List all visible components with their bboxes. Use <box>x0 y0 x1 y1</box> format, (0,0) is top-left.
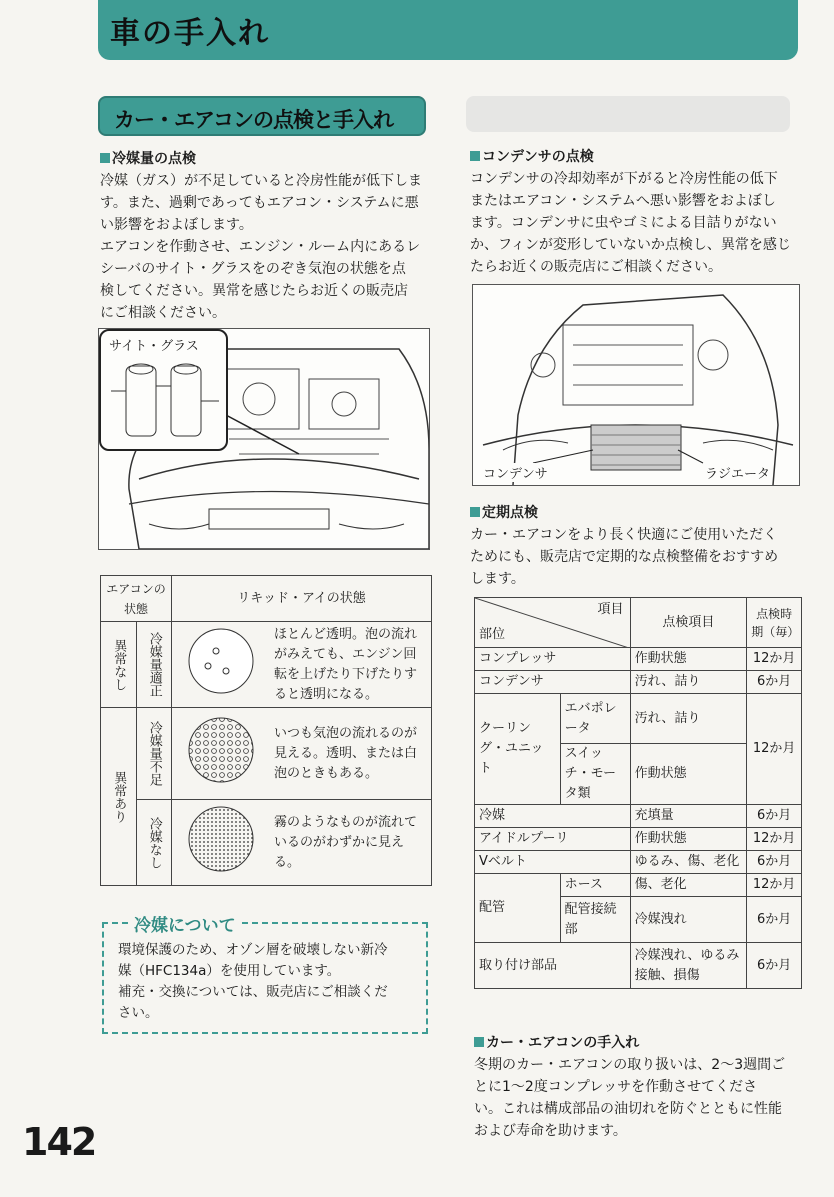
note-line: 補充・交換については、販売店にご相談くだ <box>118 984 388 1000</box>
text-line: および寿命を助けます。 <box>474 1123 627 1139</box>
text-line: とに1～2度コンプレッサを作動させてくださ <box>474 1079 758 1095</box>
text-line: い。これは構成部品の油切れを防ぐとともに性能 <box>474 1101 782 1117</box>
text-line: す。また、過剰であってもエアコン・システムに悪 <box>100 195 419 211</box>
table-row <box>475 874 802 897</box>
cell-check: 作動状態 <box>630 648 747 671</box>
sight-glass-label: サイト・グラス <box>107 335 201 354</box>
table-row <box>475 648 802 671</box>
text-line: 冷媒（ガス）が不足していると冷房性能が低下しま <box>100 173 422 189</box>
radiator-label: ラジエータ <box>703 463 772 482</box>
diagonal-header-cell <box>475 598 631 648</box>
cell-part: 冷媒 <box>475 805 631 828</box>
text-line: します。 <box>470 571 525 587</box>
section-banner <box>98 96 426 136</box>
note-text <box>118 940 418 1024</box>
bleed-through-banner <box>466 96 790 132</box>
cell-period: 12か月 <box>747 874 802 897</box>
table-row <box>475 851 802 874</box>
condenser-drawing <box>473 285 799 485</box>
refrigerant-check-heading: 冷媒量の点検 <box>100 148 430 170</box>
cell-period: 6か月 <box>747 897 802 943</box>
condenser-check-heading: コンデンサの点検 <box>470 146 800 168</box>
note-line: 媒（HFC134a）を使用しています。 <box>118 963 341 979</box>
state-proper: 冷媒量適正 <box>146 632 162 697</box>
condenser-label: コンデンサ <box>481 463 550 482</box>
table-row <box>101 800 432 886</box>
cell-subpart: 配管接続部 <box>560 897 630 943</box>
condenser-check-block <box>470 146 800 278</box>
table-row <box>475 694 802 744</box>
sight-glass-inset <box>99 329 228 451</box>
text-line: ます。コンデンサに虫やゴミによる目詰りがない <box>470 215 777 231</box>
text-line: エアコンを作動させ、エンジン・ルーム内にあるレ <box>100 239 421 255</box>
text-line: い影響をおよぼします。 <box>100 217 253 233</box>
liquid-eye-table <box>100 575 432 886</box>
col-aircon-state: エアコンの状態 <box>101 576 172 622</box>
desc-empty: 霧のようなものが流れているのがわずかに見える。 <box>270 800 432 886</box>
table-header-row <box>101 576 432 622</box>
cell-part: Vベルト <box>475 851 631 874</box>
page-number: 142 <box>22 1120 96 1164</box>
cell-check: 作動状態 <box>630 744 747 805</box>
table-header-row <box>475 598 802 648</box>
cell-check: 汚れ、詰り <box>630 694 747 744</box>
header-check: 点検項目 <box>630 598 747 648</box>
care-block <box>474 1032 804 1142</box>
text-line: にご相談ください。 <box>100 305 226 321</box>
table-row <box>475 805 802 828</box>
eye-bubbles-icon <box>186 715 256 785</box>
table-row <box>101 708 432 800</box>
table-row <box>475 828 802 851</box>
cell-part: 配管 <box>475 874 561 943</box>
cell-subpart: ホース <box>560 874 630 897</box>
cell-part: 取り付け部品 <box>475 943 631 989</box>
table-row <box>475 943 802 989</box>
cell-period: 12か月 <box>747 828 802 851</box>
engine-room-illustration <box>98 328 430 550</box>
table-row <box>101 622 432 708</box>
chapter-title: 車の手入れ <box>110 16 270 51</box>
header-part: 部位 <box>479 627 506 642</box>
cell-check: 汚れ、詰り <box>630 671 747 694</box>
text-line: 検してください。異常を感じたらお近くの販売店 <box>100 283 408 299</box>
cell-check: 作動状態 <box>630 828 747 851</box>
text-line: シーバのサイト・グラスをのぞき気泡の状態を点 <box>100 261 406 277</box>
cell-check: 冷媒洩れ、ゆるみ接触、損傷 <box>630 943 747 989</box>
text-line: 冬期のカー・エアコンの取り扱いは、2～3週間ご <box>474 1057 786 1073</box>
cell-period: 6か月 <box>747 805 802 828</box>
cell-subpart: スイッチ・モータ類 <box>560 744 630 805</box>
periodic-inspection-table <box>474 597 802 989</box>
cell-part: クーリング・ユニット <box>475 694 561 805</box>
text-line: か、フィンが変形していないか点検し、異常を感じ <box>470 237 791 253</box>
col-liquid-eye: リキッド・アイの状態 <box>172 576 432 622</box>
refrigerant-note-box <box>102 916 428 1034</box>
cell-check: 傷、老化 <box>630 874 747 897</box>
chapter-header <box>98 0 798 60</box>
group-normal: 異常なし <box>111 638 127 691</box>
cell-period: 6か月 <box>747 943 802 989</box>
header-period: 点検時期（毎） <box>747 598 802 648</box>
cell-check: ゆるみ、傷、老化 <box>630 851 747 874</box>
periodic-check-block <box>470 502 800 590</box>
refrigerant-check-block <box>100 148 430 324</box>
text-line: たらお近くの販売店にご相談ください。 <box>470 259 722 275</box>
cell-period: 6か月 <box>747 851 802 874</box>
text-line: またはエアコン・システムへ悪い影響をおよぼし <box>470 193 776 209</box>
cell-subpart: エバポレータ <box>560 694 630 744</box>
desc-low: いつも気泡の流れるのが見える。透明、または白泡のときもある。 <box>270 708 432 800</box>
text-line: ためにも、販売店で定期的な点検整備をおすすめ <box>470 549 779 565</box>
state-empty: 冷媒なし <box>146 816 162 869</box>
text-line: コンデンサの冷却効率が下がると冷房性能の低下 <box>470 171 778 187</box>
note-line: 環境保護のため、オゾン層を破壊しない新冷 <box>118 942 388 958</box>
cell-check: 冷媒洩れ <box>630 897 747 943</box>
cell-part: アイドルプーリ <box>475 828 631 851</box>
cell-part: コンデンサ <box>475 671 631 694</box>
cell-period: 6か月 <box>747 671 802 694</box>
cell-check: 充填量 <box>630 805 747 828</box>
cell-period: 12か月 <box>747 694 802 805</box>
note-title: 冷媒について <box>128 911 242 936</box>
care-heading: カー・エアコンの手入れ <box>474 1032 804 1054</box>
eye-mist-icon <box>186 804 256 874</box>
cell-period: 12か月 <box>747 648 802 671</box>
state-low: 冷媒量不足 <box>146 721 162 786</box>
table-row <box>475 671 802 694</box>
group-abnormal: 異常あり <box>111 770 127 823</box>
text-line: カー・エアコンをより長く快適にご使用いただく <box>470 527 778 543</box>
condenser-illustration <box>472 284 800 486</box>
cell-part: コンプレッサ <box>475 648 631 671</box>
periodic-check-heading: 定期点検 <box>470 502 800 524</box>
header-item: 項目 <box>597 602 624 617</box>
section-title: カー・エアコンの点検と手入れ <box>114 108 393 132</box>
eye-clear-icon <box>186 626 256 696</box>
note-line: さい。 <box>118 1005 159 1021</box>
desc-proper: ほとんど透明。泡の流れがみえても、エンジン回転を上げたり下げたりすると透明になる。 <box>270 622 432 708</box>
